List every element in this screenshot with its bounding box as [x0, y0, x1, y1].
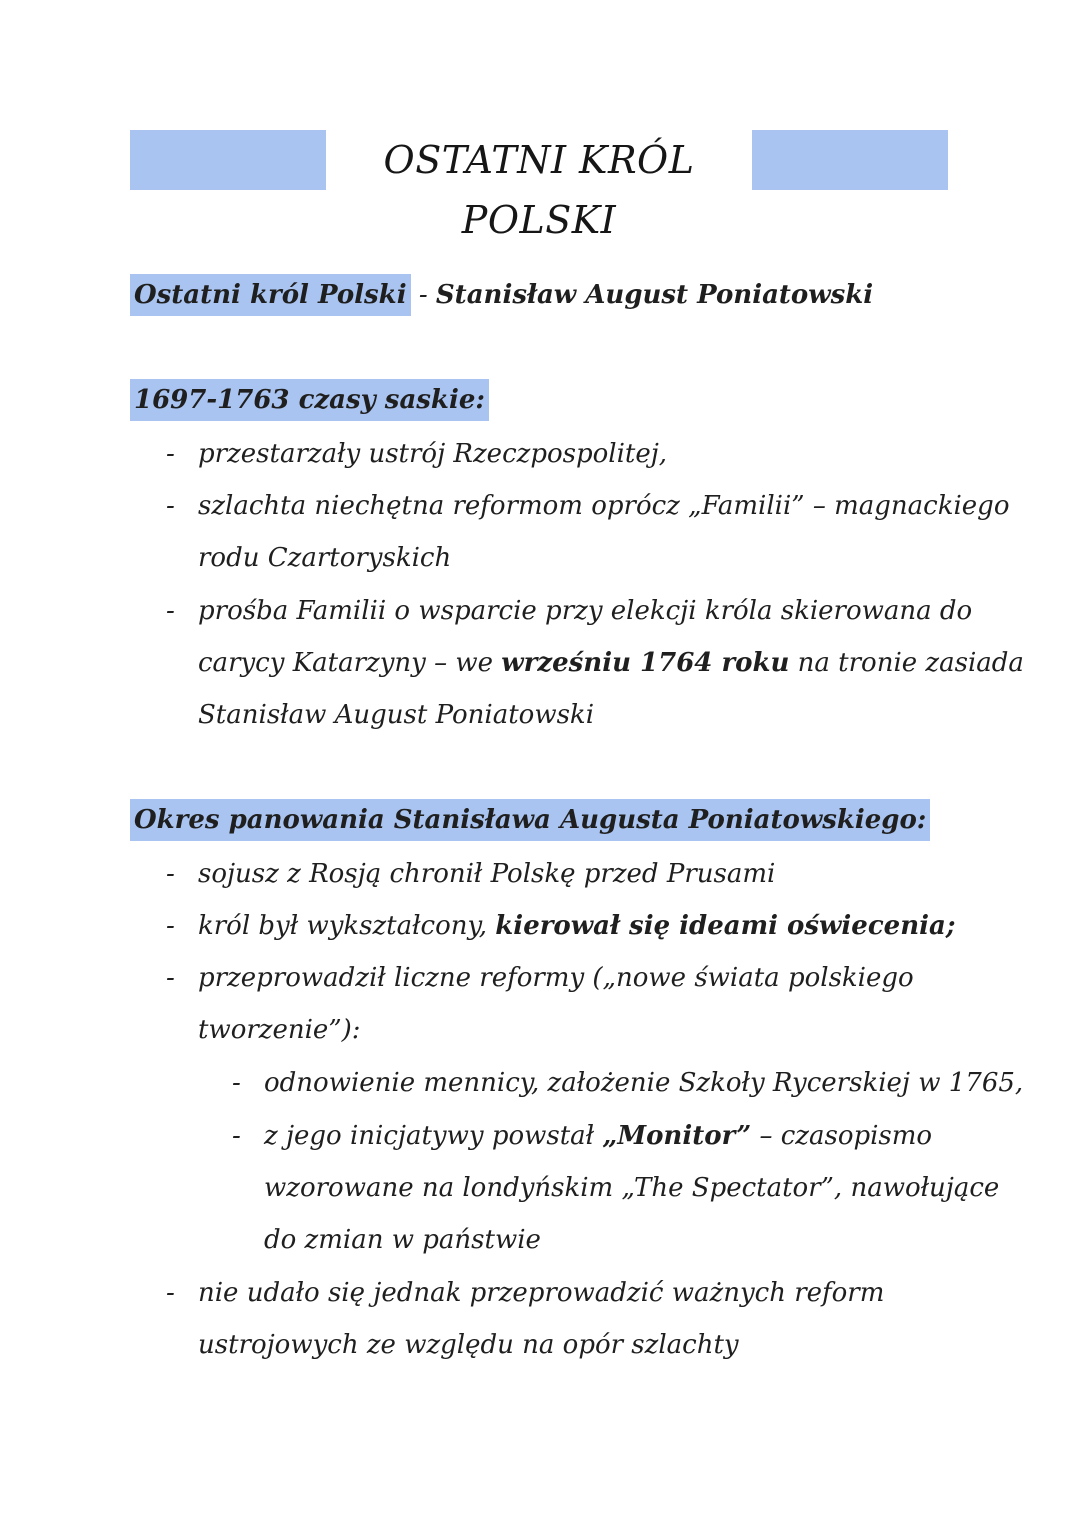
reign-bullet-1: sojusz z Rosją chronił Polskę przed Prusami [198, 859, 776, 889]
saxon-heading-line [130, 383, 489, 417]
reign-bullet-4-line-1: nie udało się jednak przeprowadzić ważnych reform [198, 1278, 885, 1308]
sub-bullet-1: odnowienie mennicy, założenie Szkoły Rycerskiej w 1765, [264, 1068, 1024, 1098]
reign-heading: Okres panowania Stanisława Augusta Poniatowskiego: [130, 799, 930, 841]
sub-bullet-2-line-3: do zmian w państwie [264, 1225, 541, 1255]
bullet-dash: - [166, 596, 175, 626]
bullet-dash: - [166, 911, 175, 941]
monitor-bold: „Monitor” [602, 1121, 752, 1151]
page-title: OSTATNI KRÓL POLSKI [383, 138, 695, 242]
reign-bullet-2 [198, 909, 955, 943]
saxon-bullet-2-line-1: szlachta niechętna reformom oprócz „Familii” – magnackiego [198, 491, 1010, 521]
reign-bullet-3-line-2: tworzenie”): [198, 1015, 361, 1045]
intro-value: Stanisław August Poniatowski [435, 280, 874, 310]
intro-separator: - [410, 280, 436, 310]
sub-bullet-dash: - [232, 1121, 241, 1151]
saxon-bullet-3-line-2 [198, 646, 1024, 680]
enlightenment-bold: kierował się ideami oświecenia; [495, 911, 956, 941]
bullet-dash: - [166, 1278, 175, 1308]
title-highlight-left [130, 130, 326, 190]
saxon-bullet-3-line-1: prośba Familii o wsparcie przy elekcji króla skierowana do [198, 596, 973, 626]
saxon-heading: 1697-1763 czasy saskie: [130, 379, 489, 421]
saxon-bullet-3-line-3: Stanisław August Poniatowski [198, 700, 595, 730]
sub-bullet-dash: - [232, 1068, 241, 1098]
reign-heading-line [130, 803, 930, 837]
saxon-bullet-2-line-2: rodu Czartoryskich [198, 543, 452, 573]
saxon-bullet-1: przestarzały ustrój Rzeczpospolitej, [198, 439, 668, 469]
text-segment: król był wykształcony, [198, 911, 496, 941]
bullet-dash: - [166, 491, 175, 521]
bullet-dash: - [166, 859, 175, 889]
sub-bullet-2-line-1 [264, 1119, 932, 1153]
bullet-dash: - [166, 963, 175, 993]
intro-label: Ostatni król Polski [130, 274, 411, 316]
text-segment: – czasopismo [751, 1121, 933, 1151]
text-segment: na tronie zasiada [789, 648, 1024, 678]
intro-line [130, 278, 873, 312]
text-segment: z jego inicjatywy powstał [264, 1121, 603, 1151]
sub-bullet-2-line-2: wzorowane na londyńskim „The Spectator”, nawołujące [264, 1173, 1000, 1203]
bullet-dash: - [166, 439, 175, 469]
reign-bullet-4-line-2: ustrojowych ze względu na opór szlachty [198, 1330, 739, 1360]
text-segment: carycy Katarzyny – we [198, 648, 502, 678]
reign-bullet-3-line-1: przeprowadził liczne reformy („nowe świata polskiego [198, 963, 914, 993]
title-highlight-right [752, 130, 948, 190]
date-bold: wrześniu 1764 roku [501, 648, 790, 678]
